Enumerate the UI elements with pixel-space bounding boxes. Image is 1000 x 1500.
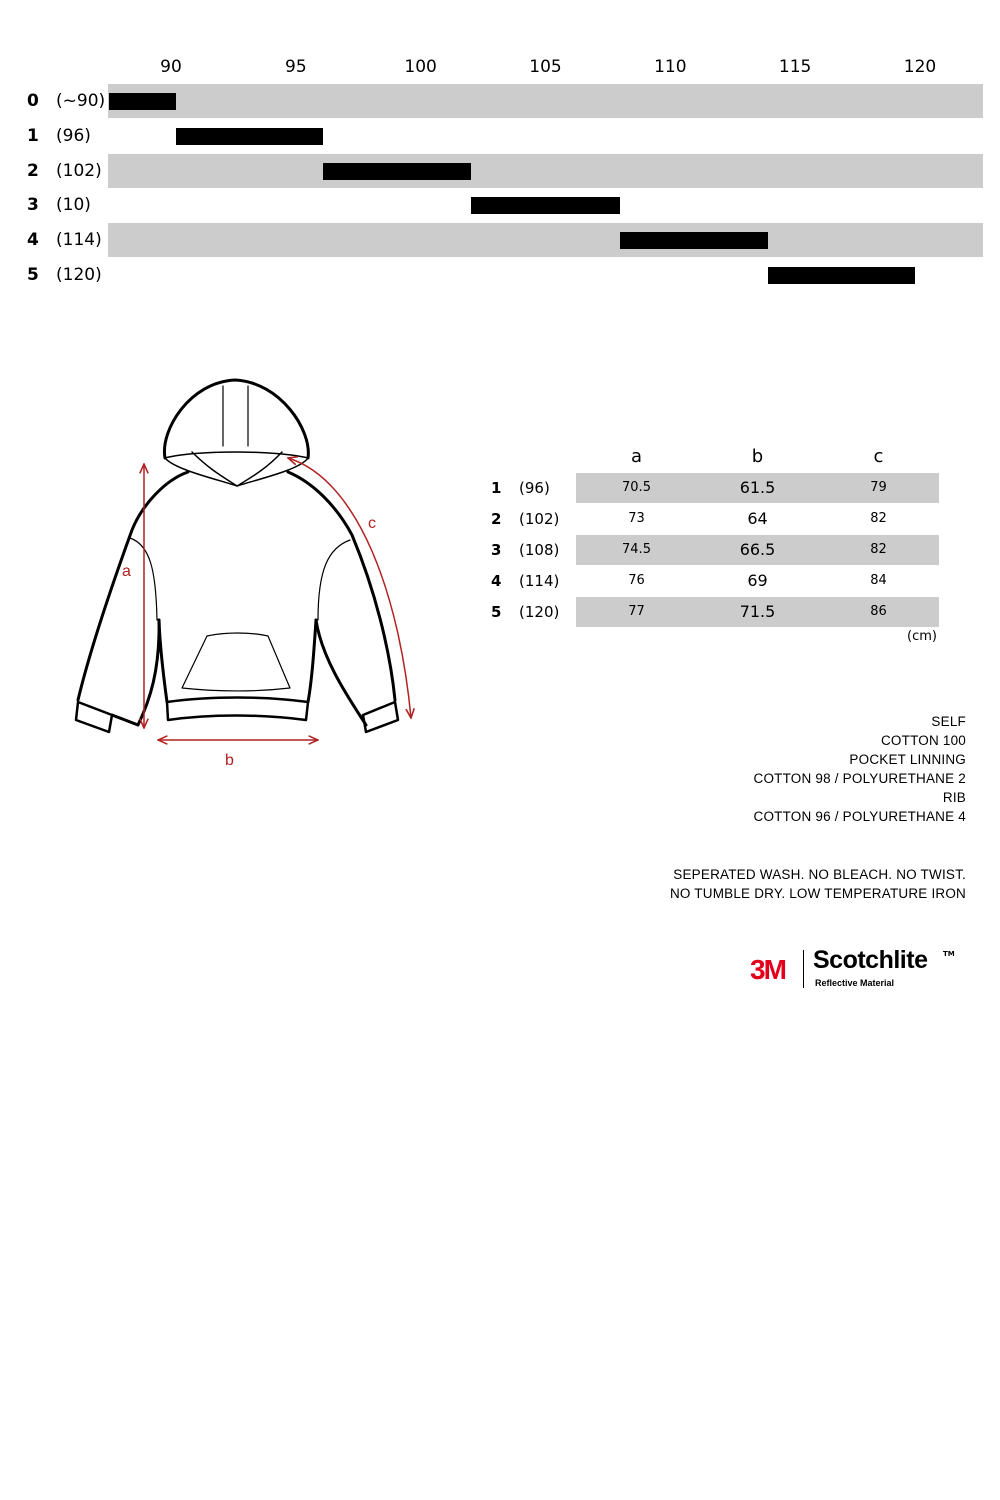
label-c: c bbox=[368, 515, 376, 532]
row-size: (96) bbox=[519, 479, 550, 497]
row-size: (114) bbox=[519, 572, 560, 590]
table-row bbox=[480, 597, 950, 627]
right-cuff bbox=[363, 702, 398, 732]
care-line: NO TUMBLE DRY. LOW TEMPERATURE IRON bbox=[669, 886, 966, 901]
chart-row-label: 2 bbox=[27, 160, 39, 181]
cell-c: 84 bbox=[870, 573, 887, 588]
care-line: SEPERATED WASH. NO BLEACH. NO TWIST. bbox=[673, 867, 966, 882]
row-number: 5 bbox=[491, 603, 502, 621]
composition-line: SELF bbox=[931, 714, 966, 729]
row-size: (120) bbox=[519, 603, 560, 621]
hood-outline bbox=[164, 380, 308, 458]
left-arm-inner bbox=[138, 620, 159, 725]
range-bar bbox=[109, 93, 176, 110]
label-b: b bbox=[225, 752, 234, 769]
logo-trademark: TM bbox=[943, 950, 955, 958]
cell-a: 76 bbox=[628, 573, 645, 588]
table-row bbox=[480, 535, 950, 565]
x-tick-label: 120 bbox=[903, 57, 937, 77]
composition-line: RIB bbox=[942, 790, 966, 805]
composition-info bbox=[754, 712, 967, 826]
col-head-b: b bbox=[751, 446, 764, 467]
row-number: 3 bbox=[491, 541, 502, 559]
body-sides bbox=[159, 620, 316, 702]
chart-row-size: (~90) bbox=[56, 91, 106, 111]
care-instructions bbox=[670, 865, 966, 903]
logo-subtitle: Reflective Material bbox=[815, 978, 895, 988]
composition-line: COTTON 96 / POLYURETHANE 4 bbox=[753, 809, 966, 824]
chart-row-label: 0 bbox=[27, 91, 39, 111]
kangaroo-pocket bbox=[182, 633, 290, 691]
x-tick-label: 110 bbox=[654, 57, 687, 77]
composition-line: COTTON 98 / POLYURETHANE 2 bbox=[753, 771, 966, 786]
chart-row-size: (10) bbox=[56, 195, 91, 216]
cell-b: 64 bbox=[747, 509, 768, 528]
x-tick-label: 90 bbox=[160, 57, 182, 77]
chart-row-size: (102) bbox=[56, 160, 102, 181]
cell-b: 66.5 bbox=[739, 540, 776, 559]
label-a: a bbox=[122, 563, 131, 580]
chart-row-band bbox=[108, 154, 983, 188]
chart-row-size: (114) bbox=[56, 230, 102, 251]
size-range-chart bbox=[0, 0, 1000, 300]
scotchlite-logo bbox=[750, 948, 960, 992]
logo-divider bbox=[803, 950, 804, 988]
cell-c: 82 bbox=[870, 511, 887, 526]
right-raglan bbox=[318, 540, 350, 620]
chart-row-label: 3 bbox=[27, 195, 39, 216]
row-number: 1 bbox=[491, 479, 502, 497]
hood-opening bbox=[165, 452, 308, 486]
measurement-table bbox=[480, 440, 950, 660]
row-size: (102) bbox=[519, 510, 560, 528]
hood-seam bbox=[223, 386, 248, 446]
right-arm-inner bbox=[316, 620, 366, 725]
chart-row-label: 4 bbox=[27, 230, 39, 251]
cell-c: 82 bbox=[870, 542, 887, 557]
composition-line: POCKET LINNING bbox=[849, 752, 966, 767]
logo-3m-mark: 3M bbox=[750, 954, 785, 985]
chart-row-band bbox=[108, 84, 983, 118]
x-tick-label: 105 bbox=[529, 57, 562, 77]
cell-b: 69 bbox=[747, 571, 768, 590]
cell-c: 86 bbox=[870, 604, 887, 619]
cell-b: 61.5 bbox=[739, 478, 776, 497]
x-tick-label: 115 bbox=[778, 57, 812, 77]
row-number: 4 bbox=[491, 572, 502, 590]
hoodie-diagram bbox=[60, 370, 440, 780]
chart-row-band bbox=[108, 223, 983, 257]
table-row bbox=[480, 566, 950, 596]
chart-row-label: 5 bbox=[27, 265, 39, 285]
range-bar bbox=[471, 197, 621, 214]
chart-row-size: (120) bbox=[56, 265, 102, 285]
cell-a: 74.5 bbox=[622, 542, 651, 557]
cell-b: 71.5 bbox=[739, 602, 776, 621]
logo-name: Scotchlite bbox=[813, 946, 928, 974]
table-row bbox=[480, 473, 950, 503]
x-tick-label: 95 bbox=[285, 57, 307, 77]
range-bar bbox=[323, 163, 470, 180]
row-size: (108) bbox=[519, 541, 560, 559]
left-cuff bbox=[76, 702, 112, 732]
row-number: 2 bbox=[491, 510, 502, 528]
cell-a: 77 bbox=[628, 604, 645, 619]
range-bar bbox=[620, 232, 767, 249]
composition-line: COTTON 100 bbox=[880, 733, 966, 748]
col-head-c: c bbox=[873, 446, 884, 467]
hem-band bbox=[167, 698, 308, 721]
cell-a: 70.5 bbox=[622, 480, 651, 495]
table-row bbox=[480, 504, 950, 534]
cell-c: 79 bbox=[870, 480, 887, 495]
chart-row-label: 1 bbox=[27, 125, 39, 146]
chart-row-size: (96) bbox=[56, 125, 91, 146]
cell-a: 73 bbox=[628, 511, 645, 526]
col-head-a: a bbox=[630, 446, 643, 467]
x-tick-label: 100 bbox=[404, 57, 437, 77]
unit-label: (cm) bbox=[907, 629, 937, 644]
range-bar bbox=[768, 267, 915, 284]
range-bar bbox=[176, 128, 323, 145]
